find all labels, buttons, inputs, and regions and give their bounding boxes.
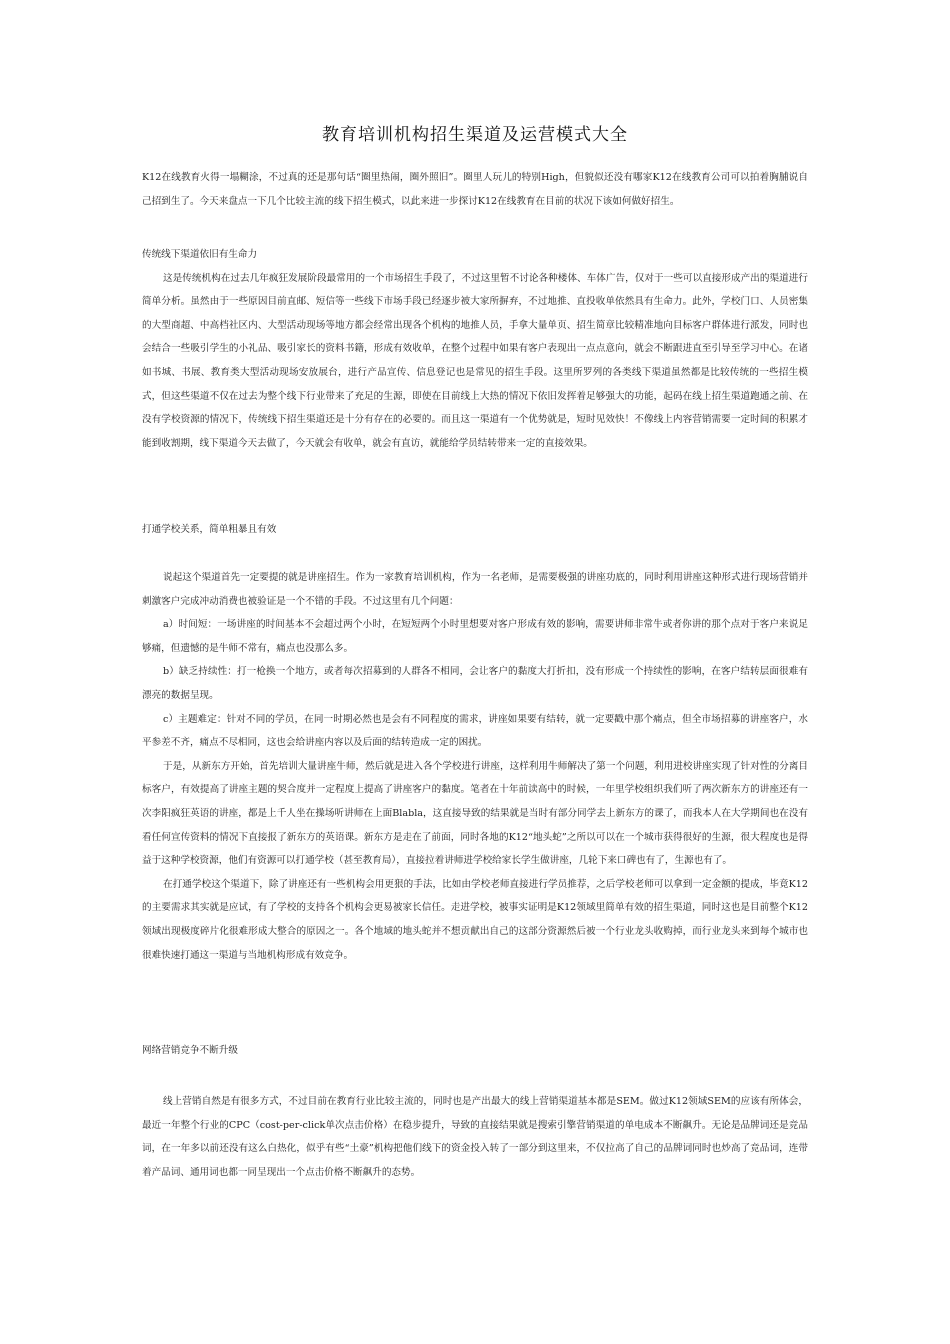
- document-title: 教育培训机构招生渠道及运营模式大全: [322, 125, 628, 145]
- section-paragraph: 这是传统机构在过去几年疯狂发展阶段最常用的一个市场招生手段了，不过这里暂不讨论各种楼体、车体广告，仅对于一些可以直接形成产出的渠道进行简单分析。虽然由于一些原因目前直邮、短信等一些线下市场手段已经逐步被大家所摒弃，不过地推、直投收单依然具有生命力。此外，学校门口、人员密集的大型商超、中高档社区内、大型活动现场等地方都会经常出现各个机构的地推人员，手拿大量单页、招生简章比较精准地向目标客户群体进行派发，同时也会结合一些吸引学生的小礼品、吸引家长的资料书籍，形成有效收单，在整个过程中如果有客户表现出一点点意向，就会不断跟进直至引导至学习中心。在诸如书城、书展、教育类大型活动现场安放展台，进行产品宣传、信息登记也是常见的招生手段。这里所罗列的各类线下渠道虽然都是比较传统的一些招生模式，但这些渠道不仅在过去为整个线下行业带来了充足的生源，即使在目前线上大热的情况下依旧发挥着足够强大的功能，起码在线上招生渠道跑通之前、在没有学校资源的情况下，传统线下招生渠道还是十分有存在的必要的。而且这一渠道有一个优势就是，短时见效快！不像线上内容营销需要一定时间的积累才能到收割期，线下渠道今天去做了，今天就会有收单，就会有直访，就能给学员结转带来一定的直接效果。: [142, 272, 808, 449]
- intro-paragraph: K12在线教育火得一塌糊涂，不过真的还是那句话“圈里热闹，圈外照旧”。圈里人玩儿的特别High，但貌似还没有哪家K12在线教育公司可以拍着胸脯说自己招到生了。今天来盘点一下几个比较主流的线下招生模式，以此来进一步探讨K12在线教育在目前的状况下该如何做好招生。: [142, 172, 808, 207]
- section-heading: 网络营销竞争不断升级: [142, 1045, 238, 1056]
- list-item: b）缺乏持续性：打一枪换一个地方，或者每次招募到的人群各不相同，会让客户的黏度大打折扣，没有形成一个持续性的影响，在客户结转层面很难有漂亮的数据呈现。: [142, 666, 808, 701]
- list-item: c）主题难定：针对不同的学员，在同一时期必然也是会有不同程度的需求，讲座如果要有结转，就一定要戳中那个痛点，但全市场招募的讲座客户，水平参差不齐，痛点不尽相同，这也会给讲座内容以及后面的结转造成一定的困扰。: [142, 713, 808, 749]
- section-heading: 传统线下渠道依旧有生命力: [142, 249, 258, 260]
- list-item: a）时间短：一场讲座的时间基本不会超过两个小时，在短短两个小时里想要对客户形成有效的影响，需要讲师非常牛或者你讲的那个点对于客户来说足够痛，但遗憾的是牛师不常有，痛点也没那么多。: [142, 619, 808, 654]
- section-traditional: [142, 243, 808, 455]
- section-online: [142, 1039, 808, 1063]
- section-paragraph: 说起这个渠道首先一定要提的就是讲座招生。作为一家教育培训机构，作为一名老师，是需要极强的讲座功底的，同时利用讲座这种形式进行现场营销并刺激客户完成冲动消费也被验证是一个不错的手段。不过这里有几个问题：: [142, 572, 808, 607]
- section-online-body: [142, 1090, 808, 1184]
- intro-block: [142, 166, 808, 213]
- section-school-body: [142, 566, 808, 967]
- section-school: [142, 518, 808, 542]
- section-paragraph: 线上营销自然是有很多方式，不过目前在教育行业比较主流的，同时也是产出最大的线上营销渠道基本都是SEM。做过K12领域SEM的应该有所体会，最近一年整个行业的CPC（cost-per-click单次点击价格）在稳步提升，导致的直接结果就是搜索引擎营销渠道的单电成本不断飙升。无论是品牌词还是竞品词，在一年多以前还没有这么白热化，似乎有些“土豪”机构把他们线下的资金投入转了一部分到这里来，不仅拉高了自己的品牌词同时也炒高了竞品词，连带着产品词、通用词也都一同呈现出一个点击价格不断飙升的态势。: [142, 1096, 808, 1178]
- section-paragraph: 在打通学校这个渠道下，除了讲座还有一些机构会用更狠的手法，比如由学校老师直接进行学员推荐，之后学校老师可以拿到一定金额的提成，毕竟K12的主要需求其实就是应试，有了学校的支持各个机构会更易被家长信任。走进学校，被事实证明是K12领域里简单有效的招生渠道，同时这也是目前整个K12领域出现极度碎片化很难形成大整合的原因之一。各个地域的地头蛇并不想贡献出自己的这部分资源然后被一个行业龙头收购掉，而行业龙头来到每个城市也很难快速打通这一渠道与当地机构形成有效竞争。: [142, 878, 808, 961]
- section-paragraph: 于是，从新东方开始，首先培训大量讲座牛师，然后就是进入各个学校进行讲座，这样利用牛师解决了第一个问题，利用进校讲座实现了针对性的分离目标客户，有效提高了讲座主题的契合度并一定程度上提高了讲座客户的黏度。笔者在十年前读高中的时候，一年里学校组织我们听了两次新东方的讲座还有一次李阳疯狂英语的讲座，都是上千人坐在操场听讲师在上面Blabla，这直接导致的结果就是当时有部分同学去上新东方的课了，而我本人在大学期间也在没有看任何宣传资料的情况下直接报了新东方的英语课。新东方是走在了前面，同时各地的K12“地头蛇”之所以可以在一个城市获得很好的生源，很大程度也是得益于这种学校资源，他们有资源可以打通学校（甚至教育局），直接拉着讲师进学校给家长学生做讲座，几轮下来口碑也有了，生源也有了。: [142, 760, 808, 867]
- section-heading: 打通学校关系，简单粗暴且有效: [142, 524, 277, 535]
